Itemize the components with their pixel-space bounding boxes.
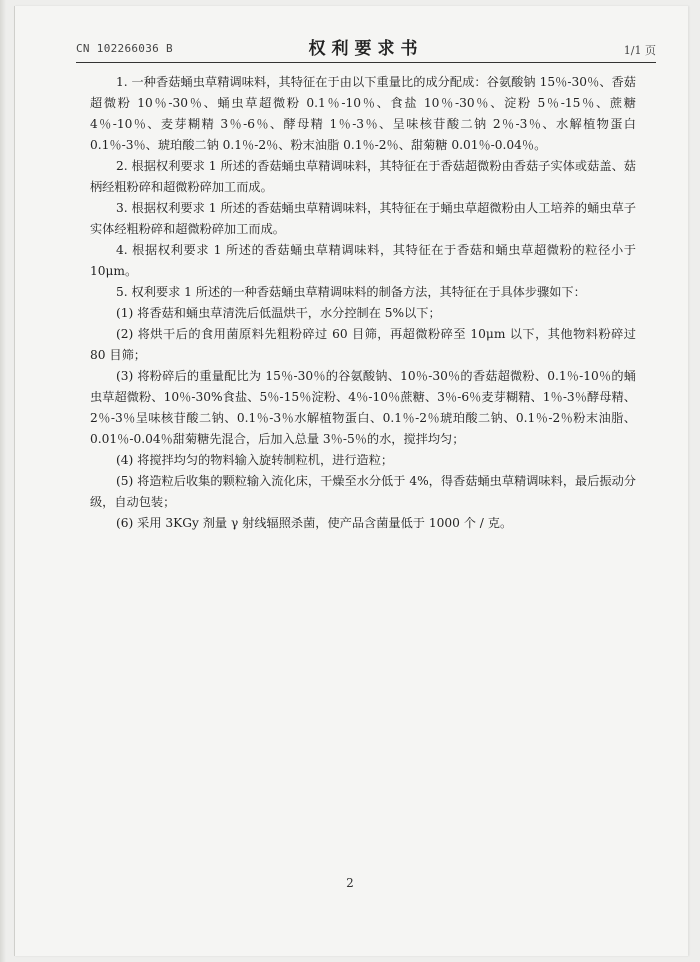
claim-1: 1. 一种香菇蛹虫草精调味料，其特征在于由以下重量比的成分配成：谷氨酸钠 15％-30％、香菇超微粉 10％-30％、蛹虫草超微粉 0.1％-10％、食盐 10％-30％、淀粉 5％-15％、蔗糖 4％-10％、麦芽糊精 3％-6％、酵母精 1％-3％、呈味核苷酸二钠 2％-3％、水解植物蛋白 0.1％-3％、琥珀酸二钠 0.1％-2％、粉末油脂 0.1％-2％、甜菊糖 0.01％-0.04％。 xyxy=(90,75,636,152)
page-count: 1/1 页 xyxy=(623,44,656,57)
step-1: (1) 将香菇和蛹虫草清洗后低温烘干，水分控制在 5%以下； xyxy=(116,306,441,320)
step-2: (2) 将烘干后的食用菌原料先粗粉碎过 60 目筛，再超微粉碎至 10μm 以下，其他物料粉碎过 80 目筛； xyxy=(90,327,636,362)
claim-5: 5. 权利要求 1 所述的一种香菇蛹虫草精调味料的制备方法，其特征在于具体步骤如下： xyxy=(116,285,586,299)
step-5: (5) 将造粒后收集的颗粒输入流化床，干燥至水分低于 4%，得香菇蛹虫草精调味料，最后振动分级，自动包装； xyxy=(90,474,636,509)
patent-number: CN 102266036 B xyxy=(76,42,173,55)
step-4: (4) 将搅拌均匀的物料输入旋转制粒机，进行造粒； xyxy=(116,453,394,467)
claim-3: 3. 根据权利要求 1 所述的香菇蛹虫草精调味料，其特征在于蛹虫草超微粉由人工培养的蛹虫草子实体经粗粉碎和超微粉碎加工而成。 xyxy=(90,201,636,236)
scan-edge-shadow xyxy=(0,0,6,962)
page-number: 2 xyxy=(346,876,354,890)
document-title: 权利要求书 xyxy=(308,39,424,59)
claim-2: 2. 根据权利要求 1 所述的香菇蛹虫草精调味料，其特征在于香菇超微粉由香菇子实体或菇盖、菇柄经粗粉碎和超微粉碎加工而成。 xyxy=(90,159,636,194)
step-6: (6) 采用 3KGy 剂量 γ 射线辐照杀菌，使产品含菌量低于 1000 个 / 克。 xyxy=(116,516,513,530)
document-header xyxy=(76,34,656,62)
step-3: (3) 将粉碎后的重量配比为 15％-30％的谷氨酸钠、10％-30％的香菇超微粉、0.1％-10％的蛹虫草超微粉、10％-30%食盐、5％-15％淀粉、4％-10％蔗糖、3％-6％麦芽糊精、1％-3％酵母精、2％-3％呈味核苷酸二钠、0.1％-3％水解植物蛋白、0.1％-2％琥珀酸二钠、0.1％-2％粉末油脂、0.01％-0.04％甜菊糖先混合，后加入总量 3％-5％的水，搅拌均匀； xyxy=(90,369,636,446)
claims-body xyxy=(90,72,636,534)
header-rule xyxy=(76,62,656,63)
claim-4: 4. 根据权利要求 1 所述的香菇蛹虫草精调味料，其特征在于香菇和蛹虫草超微粉的粒径小于 10μm。 xyxy=(90,243,636,278)
